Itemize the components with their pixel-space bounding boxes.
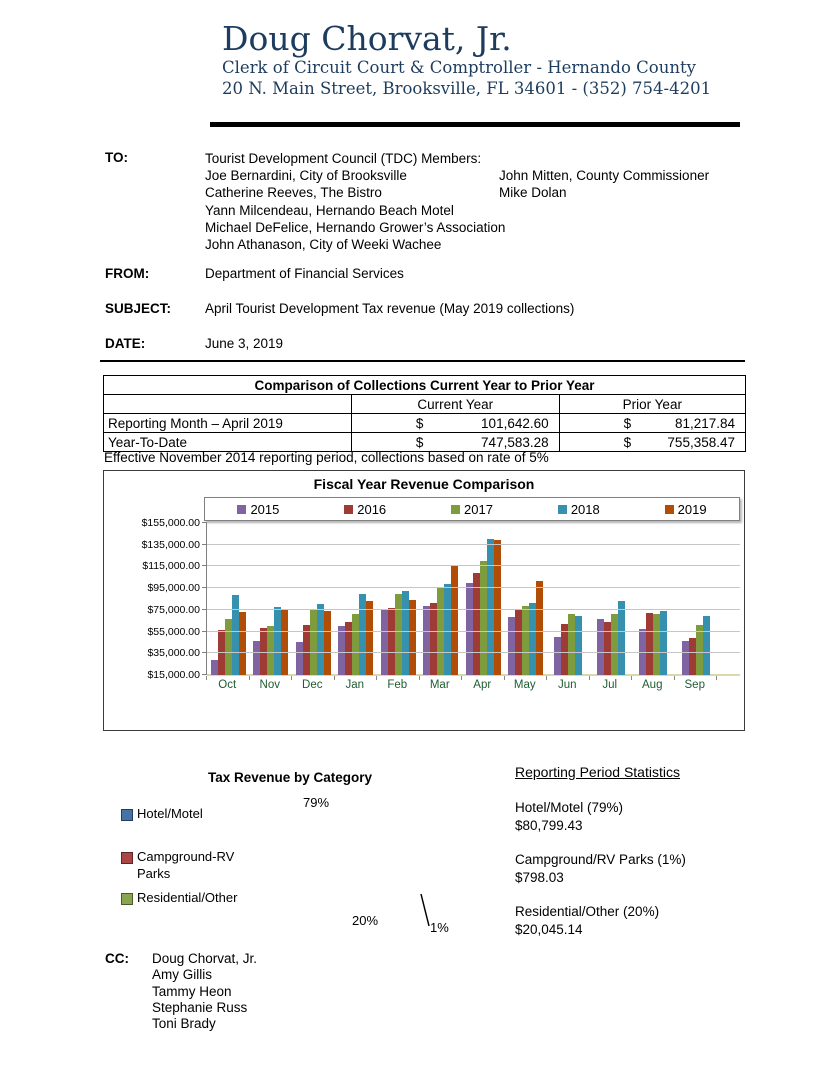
x-tick xyxy=(589,676,590,680)
bar-group-Jul xyxy=(590,601,633,675)
stat-item: Campground/RV Parks (1%) $798.03 xyxy=(515,852,686,885)
date-label: DATE: xyxy=(105,336,146,351)
bar-2018-Aug xyxy=(660,611,667,675)
pie-label-79: 79% xyxy=(303,795,330,810)
residential-swatch xyxy=(121,893,133,905)
current-year-value: $ 747,583.28 xyxy=(351,433,559,452)
bar-2017-Oct xyxy=(225,619,232,675)
x-axis-labels xyxy=(206,679,739,691)
bar-2019-Apr xyxy=(494,540,501,675)
y-tick xyxy=(202,609,207,610)
x-axis-label-Oct: Oct xyxy=(218,679,237,691)
gridline xyxy=(207,587,740,588)
bar-group-Feb xyxy=(377,591,420,675)
hotel-motel-swatch xyxy=(121,809,133,821)
bar-2015-Jun xyxy=(554,637,561,675)
campground-swatch xyxy=(121,852,133,864)
legend-item-2016 xyxy=(344,502,386,517)
to-line: Yann Milcendeau, Hernando Beach Motel xyxy=(205,202,454,218)
y-axis-tick-label: $95,000.00 xyxy=(147,582,200,595)
gridline xyxy=(207,652,740,653)
bar-group-Aug xyxy=(632,611,675,675)
bar-2018-Mar xyxy=(444,584,451,675)
x-tick xyxy=(249,676,250,680)
to-recipients xyxy=(205,150,753,253)
cc-name: Toni Brady xyxy=(152,1016,216,1032)
memo-date-row xyxy=(105,336,753,351)
bar-2017-Jan xyxy=(352,614,359,675)
legend-label: 2018 xyxy=(570,501,600,517)
bar-group-Sep xyxy=(675,616,718,675)
chart-legend xyxy=(204,497,740,521)
bar-2016-Sep xyxy=(689,638,696,675)
x-tick xyxy=(674,676,675,680)
current-year-value: $ 101,642.60 xyxy=(351,414,559,433)
letterhead xyxy=(222,20,711,99)
y-tick xyxy=(202,522,207,523)
column-header-prior: Prior Year xyxy=(559,395,745,414)
legend-item-2019 xyxy=(665,502,707,517)
column-header-blank xyxy=(104,395,352,414)
pie-label-20: 20% xyxy=(352,913,379,928)
bar-2017-Jun xyxy=(568,614,575,675)
legend-label: 2017 xyxy=(464,501,493,517)
cc-name: Doug Chorvat, Jr. xyxy=(152,951,258,966)
bar-group-Dec xyxy=(292,604,335,675)
bar-2015-Mar xyxy=(423,606,430,675)
bar-2018-Jan xyxy=(359,594,366,675)
from-value: Department of Financial Services xyxy=(205,266,404,281)
y-tick xyxy=(202,544,207,545)
legend-item-2018 xyxy=(558,502,600,517)
x-tick xyxy=(291,676,292,680)
bar-2018-Dec xyxy=(317,604,324,675)
bar-2015-Sep xyxy=(682,641,689,675)
bar-2018-May xyxy=(529,603,536,675)
bar-group-Apr xyxy=(462,539,505,675)
x-axis-label-Mar: Mar xyxy=(429,679,450,691)
bar-2015-Dec xyxy=(296,642,303,675)
bar-2019-Jan xyxy=(366,601,373,675)
stat-item: Hotel/Motel (79%) $80,799.43 xyxy=(515,800,624,833)
chart-title: Fiscal Year Revenue Comparison xyxy=(313,476,535,492)
bar-2015-Oct xyxy=(211,660,218,675)
bar-2016-Dec xyxy=(303,625,310,675)
date-value: June 3, 2019 xyxy=(205,336,284,351)
header-divider xyxy=(210,122,740,127)
table-title: Comparison of Collections Current Year to Prior Year xyxy=(104,376,746,395)
column-header-current: Current Year xyxy=(351,395,559,414)
bar-group-Oct xyxy=(207,595,250,675)
bar-2015-Apr xyxy=(466,583,473,675)
pie-legend-item: Campground-RV Parks xyxy=(121,849,252,882)
pie-chart-title: Tax Revenue by Category xyxy=(207,770,373,785)
legend-swatch xyxy=(237,505,246,514)
bar-2017-Feb xyxy=(395,594,402,675)
gridline xyxy=(207,609,740,610)
bar-2015-Nov xyxy=(253,641,260,675)
x-tick xyxy=(206,676,207,680)
bar-group-May xyxy=(505,581,548,675)
bar-2019-Feb xyxy=(409,600,416,675)
cc-name: Tammy Heon xyxy=(152,983,232,999)
bar-2018-Jul xyxy=(618,601,625,675)
x-tick xyxy=(376,676,377,680)
bar-2019-Nov xyxy=(281,610,288,675)
bar-2016-Feb xyxy=(388,608,395,675)
x-axis-label-May: May xyxy=(513,679,536,691)
cc-name: Stephanie Russ xyxy=(152,999,248,1015)
table-row xyxy=(104,433,746,452)
legend-label: 2016 xyxy=(357,501,387,517)
stat-item: Residential/Other (20%) $20,045.14 xyxy=(515,904,660,937)
plot-area xyxy=(206,523,740,675)
y-tick xyxy=(202,674,207,675)
memo-divider xyxy=(100,360,745,362)
to-label: TO: xyxy=(105,150,128,165)
x-axis-label-Apr: Apr xyxy=(473,679,492,691)
x-axis-label-Aug: Aug xyxy=(642,679,663,691)
bar-2016-Apr xyxy=(473,573,480,675)
y-axis-tick-label: $115,000.00 xyxy=(142,560,200,573)
to-line: Joe Bernardini, City of Brooksville John Mitten, County Commissioner xyxy=(205,168,710,184)
bar-2015-May xyxy=(508,617,515,675)
bar-2017-Aug xyxy=(653,614,660,675)
legend-item-2017 xyxy=(451,502,493,517)
y-axis-tick-label: $75,000.00 xyxy=(147,603,200,616)
table-row xyxy=(104,414,746,433)
bar-2016-Jun xyxy=(561,624,568,675)
bar-2015-Jul xyxy=(597,619,604,675)
legend-swatch xyxy=(558,505,567,514)
legend-swatch xyxy=(451,505,460,514)
fiscal-year-chart xyxy=(103,470,745,731)
to-line: Catherine Reeves, The Bistro Mike Dolan xyxy=(205,185,567,201)
pie-legend-item: Hotel/Motel xyxy=(121,806,203,823)
y-axis-tick-label: $15,000.00 xyxy=(147,669,200,681)
bar-2016-Mar xyxy=(430,603,437,675)
x-tick xyxy=(334,676,335,680)
bar-2017-Apr xyxy=(480,561,487,675)
cc-name: Amy Gillis xyxy=(152,967,212,983)
bar-2015-Feb xyxy=(381,609,388,675)
legend-swatch xyxy=(665,505,674,514)
rate-footnote: Effective November 2014 reporting period, collections based on rate of 5% xyxy=(104,450,549,465)
bar-2019-Oct xyxy=(239,612,246,675)
clerk-address: 20 N. Main Street, Brooksville, FL 34601 - (352) 754-4201 xyxy=(222,78,712,98)
bar-group-Mar xyxy=(420,565,463,675)
x-tick xyxy=(631,676,632,680)
bar-group-Jan xyxy=(335,594,378,675)
y-tick xyxy=(202,565,207,566)
x-tick xyxy=(716,676,717,680)
gridline xyxy=(207,565,740,566)
bar-2018-Sep xyxy=(703,616,710,675)
from-label: FROM: xyxy=(105,266,150,281)
comparison-table xyxy=(103,375,746,452)
cc-label: CC: xyxy=(105,951,129,966)
memo-subject-row xyxy=(105,301,753,316)
y-axis-labels xyxy=(106,517,200,681)
bar-2019-Dec xyxy=(324,611,331,675)
subject-value: April Tourist Development Tax revenue (May 2019 collections) xyxy=(205,301,575,316)
bar-2018-Jun xyxy=(575,616,582,675)
memo-from-row xyxy=(105,266,753,281)
bar-2017-May xyxy=(522,606,529,675)
reporting-period-statistics xyxy=(515,764,686,955)
clerk-name: Doug Chorvat, Jr. xyxy=(222,19,512,58)
x-tick xyxy=(546,676,547,680)
prior-year-value: $ 81,217.84 xyxy=(559,414,745,433)
to-line: Tourist Development Council (TDC) Members: xyxy=(205,151,482,166)
y-axis-tick-label: $35,000.00 xyxy=(147,647,200,660)
y-axis-tick-label: $155,000.00 xyxy=(141,517,200,529)
bar-2015-Jan xyxy=(338,626,345,675)
legend-item-2015 xyxy=(237,502,279,517)
row-label: Year-To-Date xyxy=(104,433,352,452)
x-tick xyxy=(419,676,420,680)
bar-2018-Apr xyxy=(487,539,494,675)
row-label: Reporting Month – April 2019 xyxy=(104,414,352,433)
x-axis-label-Nov: Nov xyxy=(259,679,280,691)
pie-label-1: 1% xyxy=(430,920,449,935)
x-axis-label-Feb: Feb xyxy=(387,679,408,691)
gridline xyxy=(207,631,740,632)
legend-label: 2015 xyxy=(250,501,280,517)
bar-2016-May xyxy=(515,609,522,675)
gridline xyxy=(207,544,740,545)
prior-year-value: $ 755,358.47 xyxy=(559,433,745,452)
bar-2017-Dec xyxy=(310,610,317,675)
clerk-title: Clerk of Circuit Court & Comptroller - Hernando County xyxy=(222,57,696,77)
cc-block xyxy=(105,951,257,1032)
x-axis-label-Jul: Jul xyxy=(602,679,618,691)
to-line: John Athanason, City of Weeki Wachee xyxy=(205,237,442,253)
pie-legend-item: Residential/Other xyxy=(121,890,237,907)
memo-to-row xyxy=(105,150,753,253)
bar-2018-Feb xyxy=(402,591,409,675)
to-line: Michael DeFelice, Hernando Grower’s Association xyxy=(205,219,506,235)
y-tick xyxy=(202,587,207,588)
bar-2017-Sep xyxy=(696,625,703,675)
bar-2017-Nov xyxy=(267,626,274,675)
y-axis-tick-label: $135,000.00 xyxy=(141,538,200,551)
cc-names xyxy=(152,951,257,1032)
bar-2019-Mar xyxy=(451,565,458,675)
x-axis-label-Jan: Jan xyxy=(345,679,365,691)
x-tick xyxy=(461,676,462,680)
bar-group-Jun xyxy=(547,614,590,675)
stats-heading: Reporting Period Statistics xyxy=(515,764,680,780)
bar-group-Nov xyxy=(250,607,293,675)
y-axis-tick-label: $55,000.00 xyxy=(147,625,200,638)
bar-2018-Nov xyxy=(274,607,281,675)
bar-2017-Jul xyxy=(611,614,618,675)
legend-swatch xyxy=(344,505,353,514)
y-tick xyxy=(202,652,207,653)
x-axis-label-Sep: Sep xyxy=(684,679,705,691)
gridline xyxy=(207,522,740,523)
bar-2016-Aug xyxy=(646,613,653,675)
x-axis-label-Jun: Jun xyxy=(557,679,577,691)
legend-label: 2019 xyxy=(677,501,707,517)
bar-2019-May xyxy=(536,581,543,675)
x-tick xyxy=(504,676,505,680)
subject-label: SUBJECT: xyxy=(105,301,172,316)
bar-2018-Oct xyxy=(232,595,239,675)
x-axis-label-Dec: Dec xyxy=(302,679,323,691)
y-tick xyxy=(202,631,207,632)
